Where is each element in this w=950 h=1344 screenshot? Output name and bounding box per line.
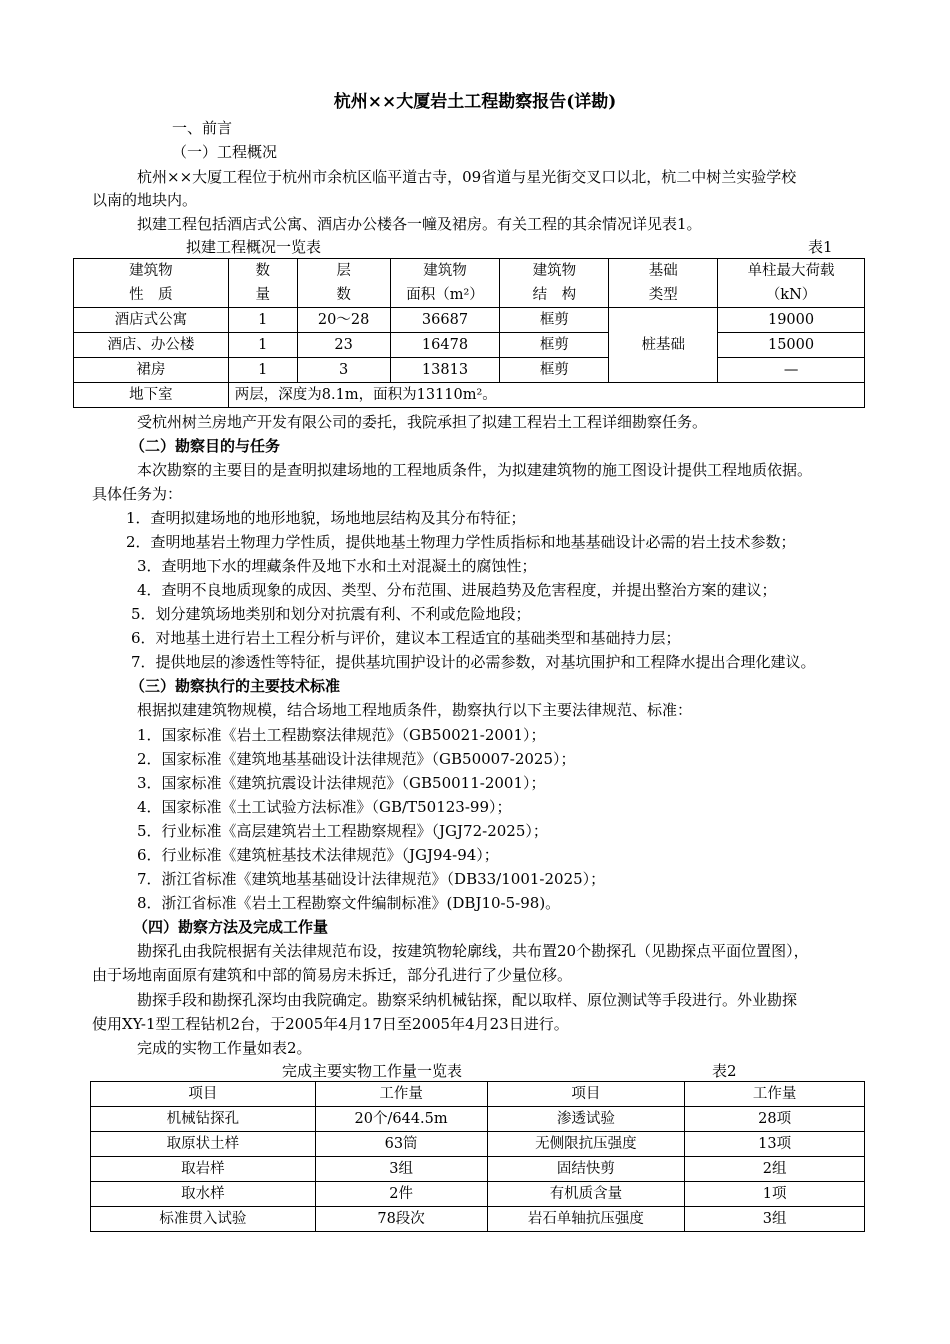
list-item: 6．对地基土进行岩土工程分析与评价，建议本工程适宜的基础类型和基础持力层； (131, 629, 681, 647)
table2-caption: 完成主要实物工作量一览表 (282, 1062, 463, 1080)
table-header-cell: 工作量 (315, 1082, 487, 1107)
table-cell: 渗透试验 (487, 1107, 685, 1132)
paragraph-line: 拟建工程包括酒店式公寓、酒店办公楼各一幢及裙房。有关工程的其余情况详见表1。 (137, 215, 702, 233)
table-cell: 取原状土样 (91, 1132, 316, 1157)
table-cell: 1 (228, 358, 297, 383)
table-header-cell: 层 数 (297, 259, 390, 308)
table-cell-basement-desc: 两层，深度为8.1m，面积为13110m²。 (228, 383, 864, 408)
table-cell: 63筒 (315, 1132, 487, 1157)
subsection-heading-overview: （一）工程概况 (172, 143, 278, 161)
table-cell: 1项 (685, 1182, 865, 1207)
paragraph-line: 由于场地南面原有建筑和中部的简易房未拆迁，部分孔进行了少量位移。 (92, 966, 573, 984)
table1-caption: 拟建工程概况一览表 (186, 238, 322, 256)
table-cell: 2件 (315, 1182, 487, 1207)
table-header-cell: 建筑物 面积（m²） (390, 259, 500, 308)
table-row (91, 1157, 865, 1182)
section-heading-standards: （三）勘察执行的主要技术标准 (130, 677, 341, 695)
table-cell: 15000 (718, 333, 865, 358)
table-cell: 取水样 (91, 1182, 316, 1207)
table-header-cell: 单柱最大荷载 （kN） (718, 259, 865, 308)
list-item: 2．国家标准《建筑地基基础设计法律规范》（GB50007-2025）； (137, 750, 576, 768)
table-cell: 36687 (390, 308, 500, 333)
table-cell: 裙房 (74, 358, 229, 383)
table-row (91, 1132, 865, 1157)
table-header-cell: 基础 类型 (609, 259, 718, 308)
table-cell: 固结快剪 (487, 1157, 685, 1182)
paragraph-line: 本次勘察的主要目的是查明拟建场地的工程地质条件，为拟建建筑物的施工图设计提供工程地质依据。 (137, 461, 813, 479)
table-row (74, 358, 865, 383)
table-cell: 1 (228, 308, 297, 333)
table-row (91, 1107, 865, 1132)
table-header-row (74, 259, 865, 308)
paragraph-line: 根据拟建建筑物规模，结合场地工程地质条件，勘察执行以下主要法律规范、标准： (137, 701, 693, 719)
table-cell: 28项 (685, 1107, 865, 1132)
table-row (74, 333, 865, 358)
list-item: 7．提供地层的渗透性等特征，提供基坑围护设计的必需参数，对基坑围护和工程降水提出合理化建议。 (131, 653, 816, 671)
list-item: 1．国家标准《岩土工程勘察法律规范》（GB50021-2001）； (137, 726, 546, 744)
table-cell: 框剪 (500, 358, 609, 383)
paragraph-line: 勘探孔由我院根据有关法律规范布设，按建筑物轮廓线，共布置20个勘探孔（见勘探点平面位置图）， (137, 942, 809, 960)
list-item: 7．浙江省标准《建筑地基基础设计法律规范》（DB33/1001-2025）； (137, 870, 606, 888)
table1-number: 表1 (808, 238, 833, 256)
table-cell: — (718, 358, 865, 383)
table-cell-basement-label: 地下室 (74, 383, 229, 408)
table-cell: 取岩样 (91, 1157, 316, 1182)
table-row (91, 1182, 865, 1207)
paragraph-line: 使用XY-1型工程钻机2台，于2005年4月17日至2005年4月23日进行。 (92, 1015, 569, 1033)
table-cell: 3组 (315, 1157, 487, 1182)
table-cell: 20～28 (297, 308, 390, 333)
list-item: 5．行业标准《高层建筑岩土工程勘察规程》（JGJ72-2025）； (137, 822, 548, 840)
section-heading-methods: （四）勘察方法及完成工作量 (133, 918, 329, 936)
table-cell: 机械钻探孔 (91, 1107, 316, 1132)
table-cell: 16478 (390, 333, 500, 358)
paragraph-line: 勘探手段和勘探孔深均由我院确定。勘察采纳机械钻探，配以取样、原位测试等手段进行。外业勘探 (137, 991, 798, 1009)
table-cell-foundation: 桩基础 (609, 308, 718, 383)
list-item: 4．查明不良地质现象的成因、类型、分布范围、进展趋势及危害程度，并提出整治方案的建议； (137, 581, 777, 599)
table-cell: 框剪 (500, 308, 609, 333)
paragraph-line: 杭州××大厦工程位于杭州市余杭区临平道古寺，09省道与星光街交叉口以北，杭二中树兰实验学校 (137, 168, 797, 186)
table-row (91, 1207, 865, 1232)
table-cell: 无侧限抗压强度 (487, 1132, 685, 1157)
list-item: 8．浙江省标准《岩土工程勘察文件编制标准》(DBJ10-5-98)。 (137, 894, 561, 912)
list-item: 3．查明地下水的埋藏条件及地下水和土对混凝土的腐蚀性； (137, 557, 537, 575)
table-cell: 2组 (685, 1157, 865, 1182)
table-cell: 78段次 (315, 1207, 487, 1232)
paragraph-line: 受杭州树兰房地产开发有限公司的委托，我院承担了拟建工程岩土工程详细勘察任务。 (137, 413, 708, 431)
table-project-overview (73, 258, 865, 408)
table-header-cell: 工作量 (685, 1082, 865, 1107)
section-heading-purpose: （二）勘察目的与任务 (130, 437, 281, 455)
table-workload (90, 1081, 865, 1232)
table-cell: 酒店、办公楼 (74, 333, 229, 358)
list-item: 6．行业标准《建筑桩基技术法律规范》（JGJ94-94）； (137, 846, 499, 864)
table-cell: 20个/644.5m (315, 1107, 487, 1132)
page-title: 杭州××大厦岩土工程勘察报告(详勘) (333, 92, 617, 112)
table-cell: 框剪 (500, 333, 609, 358)
table-cell: 13813 (390, 358, 500, 383)
table-header-row (91, 1082, 865, 1107)
table-row (74, 383, 865, 408)
list-item: 5．划分建筑场地类别和划分对抗震有利、不利或危险地段； (131, 605, 531, 623)
table-header-cell: 项目 (91, 1082, 316, 1107)
table-header-cell: 数 量 (228, 259, 297, 308)
list-item: 2．查明地基岩土物理力学性质，提供地基土物理力学性质指标和地基基础设计必需的岩土技术参数； (126, 533, 796, 551)
table-cell: 酒店式公寓 (74, 308, 229, 333)
table-header-cell: 项目 (487, 1082, 685, 1107)
paragraph-line: 具体任务为： (92, 485, 183, 503)
paragraph-line: 以南的地块内。 (92, 191, 198, 209)
table-header-cell: 建筑物 性 质 (74, 259, 229, 308)
table-row (74, 308, 865, 333)
paragraph-line: 完成的实物工作量如表2。 (137, 1039, 312, 1057)
table2-number: 表2 (712, 1062, 737, 1080)
table-cell: 岩石单轴抗压强度 (487, 1207, 685, 1232)
table-cell: 13项 (685, 1132, 865, 1157)
table-cell: 标准贯入试验 (91, 1207, 316, 1232)
table-cell: 有机质含量 (487, 1182, 685, 1207)
table-header-cell: 建筑物 结 构 (500, 259, 609, 308)
table-cell: 3 (297, 358, 390, 383)
table-cell: 23 (297, 333, 390, 358)
list-item: 1．查明拟建场地的地形地貌，场地地层结构及其分布特征； (126, 509, 526, 527)
list-item: 3．国家标准《建筑抗震设计法律规范》（GB50011-2001）； (137, 774, 546, 792)
section-heading-preface: 一、前言 (172, 119, 233, 137)
table-cell: 19000 (718, 308, 865, 333)
list-item: 4．国家标准《土工试验方法标准》（GB/T50123-99）； (137, 798, 512, 816)
table-cell: 1 (228, 333, 297, 358)
table-cell: 3组 (685, 1207, 865, 1232)
